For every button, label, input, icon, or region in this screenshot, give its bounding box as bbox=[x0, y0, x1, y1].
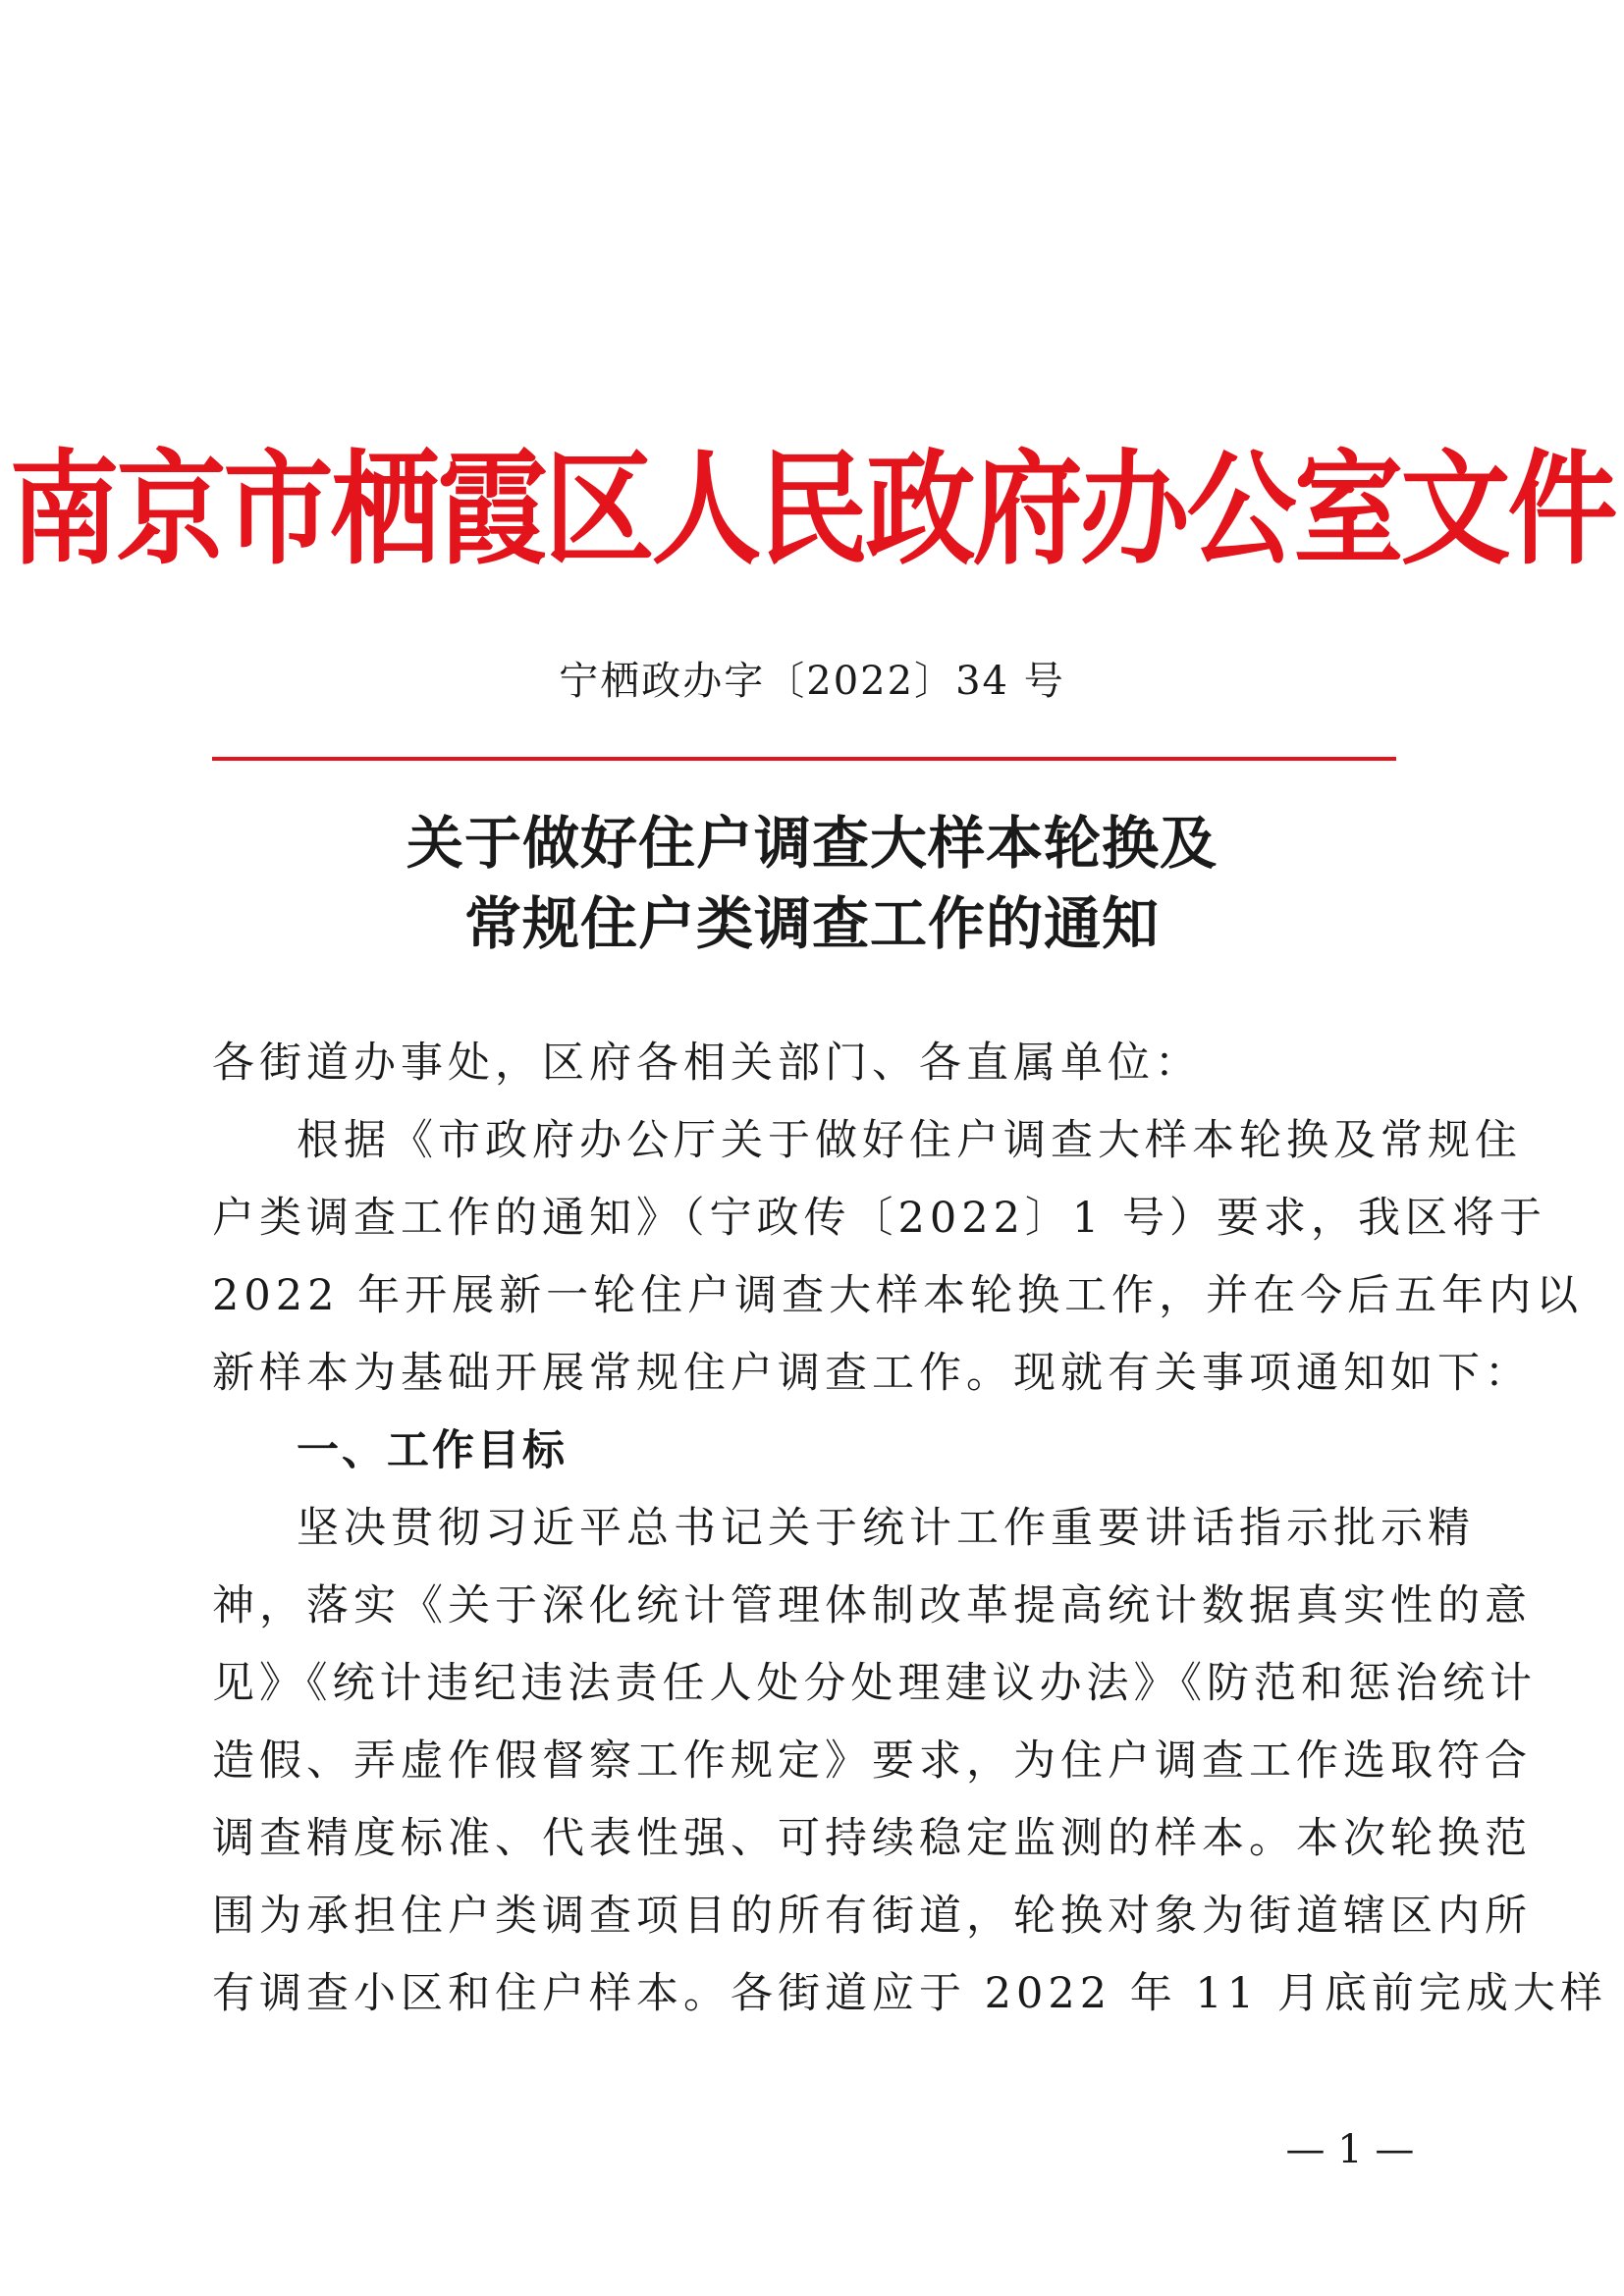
section-heading: 一、工作目标 bbox=[297, 1426, 568, 1475]
intro-line: 根据《市政府办公厅关于做好住户调查大样本轮换及常规住 bbox=[297, 1116, 1522, 1165]
salutation: 各街道办事处，区府各相关部门、各直属单位： bbox=[212, 1039, 1202, 1088]
red-divider-line bbox=[212, 757, 1396, 761]
document-body bbox=[212, 1025, 1607, 2033]
section-line: 坚决贯彻习近平总书记关于统计工作重要讲话指示批示精 bbox=[297, 1504, 1475, 1553]
section-line: 围为承担住户类调查项目的所有街道，轮换对象为街道辖区内所 bbox=[212, 1892, 1532, 1941]
section-line: 造假、弄虚作假督察工作规定》要求，为住户调查工作选取符合 bbox=[212, 1736, 1532, 1786]
section-line: 见》《统计违纪违法责任人处分处理建议办法》《防范和惩治统计 bbox=[212, 1659, 1537, 1708]
section-line: 调查精度标准、代表性强、可持续稳定监测的样本。本次轮换范 bbox=[212, 1814, 1532, 1863]
document-title bbox=[0, 803, 1624, 964]
section-line: 有调查小区和住户样本。各街道应于 2022 年 11 月底前完成大样 bbox=[212, 1969, 1607, 2018]
document-number: 宁栖政办字〔2022〕34 号 bbox=[559, 659, 1065, 704]
title-line-1: 关于做好住户调查大样本轮换及 bbox=[406, 810, 1218, 877]
intro-line: 户类调查工作的通知》（宁政传〔2022〕1 号）要求，我区将于 bbox=[212, 1194, 1546, 1243]
page-number: — 1 — bbox=[1285, 2127, 1415, 2172]
intro-line: 新样本为基础开展常规住户调查工作。现就有关事项通知如下： bbox=[212, 1349, 1532, 1398]
title-line-2: 常规住户类调查工作的通知 bbox=[463, 890, 1160, 957]
intro-line: 2022 年开展新一轮住户调查大样本轮换工作，并在今后五年内以 bbox=[212, 1271, 1584, 1320]
masthead-title: 南京市栖霞区人民政府办公室文件 bbox=[9, 439, 1615, 582]
section-line: 神，落实《关于深化统计管理体制改革提高统计数据真实性的意 bbox=[212, 1581, 1532, 1630]
